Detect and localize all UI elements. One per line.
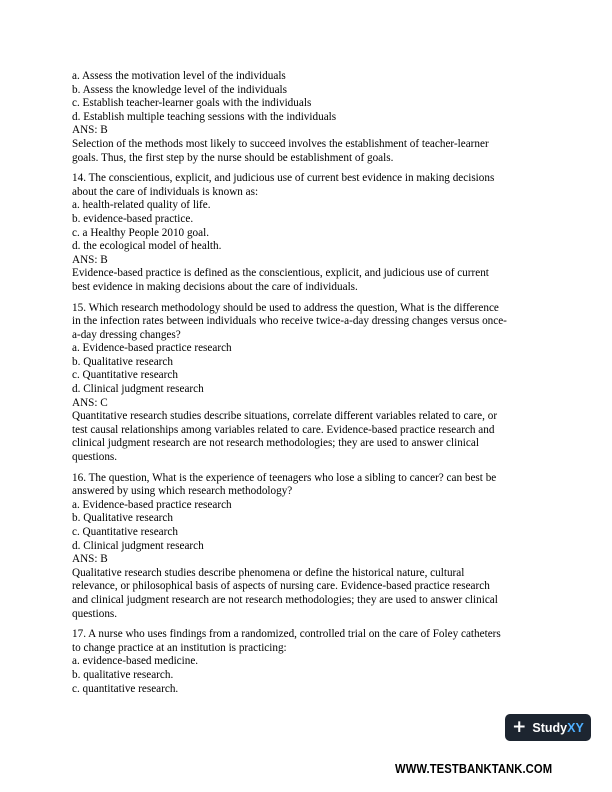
question-stem: 14. The conscientious, explicit, and judicious use of current best evidence in making decisions [72,172,495,185]
question-16 [72,472,552,622]
answer-key: ANS: B [72,124,108,137]
answer-option: d. the ecological model of health. [72,240,222,253]
rationale-line: relevance, or philosophical basis of aspects of nursing care. Evidence-based practice research [72,580,490,593]
rationale-line: Quantitative research studies describe situations, correlate different variables related to care, or [72,410,498,423]
rationale-line: Selection of the methods most likely to succeed involves the establishment of teacher-learner [72,137,489,150]
question-15 [72,302,552,465]
badge-text-accent: XY [567,720,584,735]
answer-option: b. Qualitative research [72,355,173,368]
answer-option: b. Assess the knowledge level of the individuals [72,83,288,96]
answer-option: a. Assess the motivation level of the individuals [72,70,286,82]
question-stem: about the care of individuals is known as: [72,185,259,198]
question-stem: 17. A nurse who uses findings from a randomized, controlled trial on the care of Foley catheters [72,628,501,641]
answer-option: b. evidence-based practice. [72,212,194,225]
answer-option: a. Evidence-based practice research [72,342,232,355]
answer-option: c. quantitative research. [72,682,179,695]
plus-icon: + [512,717,527,737]
answer-key: ANS: C [72,396,108,409]
footer-url[interactable]: WWW.TESTBANKTANK.COM [395,762,553,776]
rationale-line: best evidence in making decisions about the care of individuals. [72,280,358,293]
answer-option: b. qualitative research. [72,668,174,681]
answer-option: c. a Healthy People 2010 goal. [72,226,210,239]
badge-text-main: Study [532,720,568,735]
badge-label [532,721,583,735]
answer-option: d. Establish multiple teaching sessions with the individuals [72,110,337,123]
answer-key: ANS: B [72,553,108,566]
page-body [72,70,552,696]
question-stem: to change practice at an institution is practicing: [72,641,287,654]
answer-option: a. health-related quality of life. [72,199,211,212]
rationale-line: questions. [72,607,118,620]
question-14 [72,172,552,294]
question-stem: answered by using which research methodology? [72,485,293,498]
rationale-line: and clinical judgment research are not research methodologies; they are used to answer clinical [72,593,498,606]
rationale-line: goals. Thus, the first step by the nurse should be establishment of goals. [72,151,394,164]
question-13-continued [72,70,552,165]
question-stem: 15. Which research methodology should be used to address the question, What is the difference [72,301,499,314]
answer-option: a. Evidence-based practice research [72,498,232,511]
answer-key: ANS: B [72,253,108,266]
answer-option: c. Quantitative research [72,369,178,382]
answer-option: a. evidence-based medicine. [72,655,199,668]
rationale-line: test causal relationships among variables related to care. Evidence-based practice research and [72,423,495,436]
question-17 [72,628,552,696]
answer-option: d. Clinical judgment research [72,383,204,396]
rationale-line: clinical judgment research are not research methodologies; they are used to answer clinical [72,437,479,450]
answer-option: d. Clinical judgment research [72,539,204,552]
question-stem: in the infection rates between individuals who receive twice-a-day dressing changes versus once- [72,315,507,328]
answer-option: c. Establish teacher-learner goals with the individuals [72,97,312,110]
rationale-line: Qualitative research studies describe phenomena or define the historical nature, cultural [72,566,465,579]
question-stem: 16. The question, What is the experience of teenagers who lose a sibling to cancer? can best be [72,471,497,484]
rationale-line: questions. [72,451,118,464]
answer-option: c. Quantitative research [72,526,178,538]
studyxy-badge[interactable] [505,714,591,741]
rationale-line: Evidence-based practice is defined as the conscientious, explicit, and judicious use of current [72,267,489,280]
question-stem: a-day dressing changes? [72,328,181,341]
answer-option: b. Qualitative research [72,512,173,525]
